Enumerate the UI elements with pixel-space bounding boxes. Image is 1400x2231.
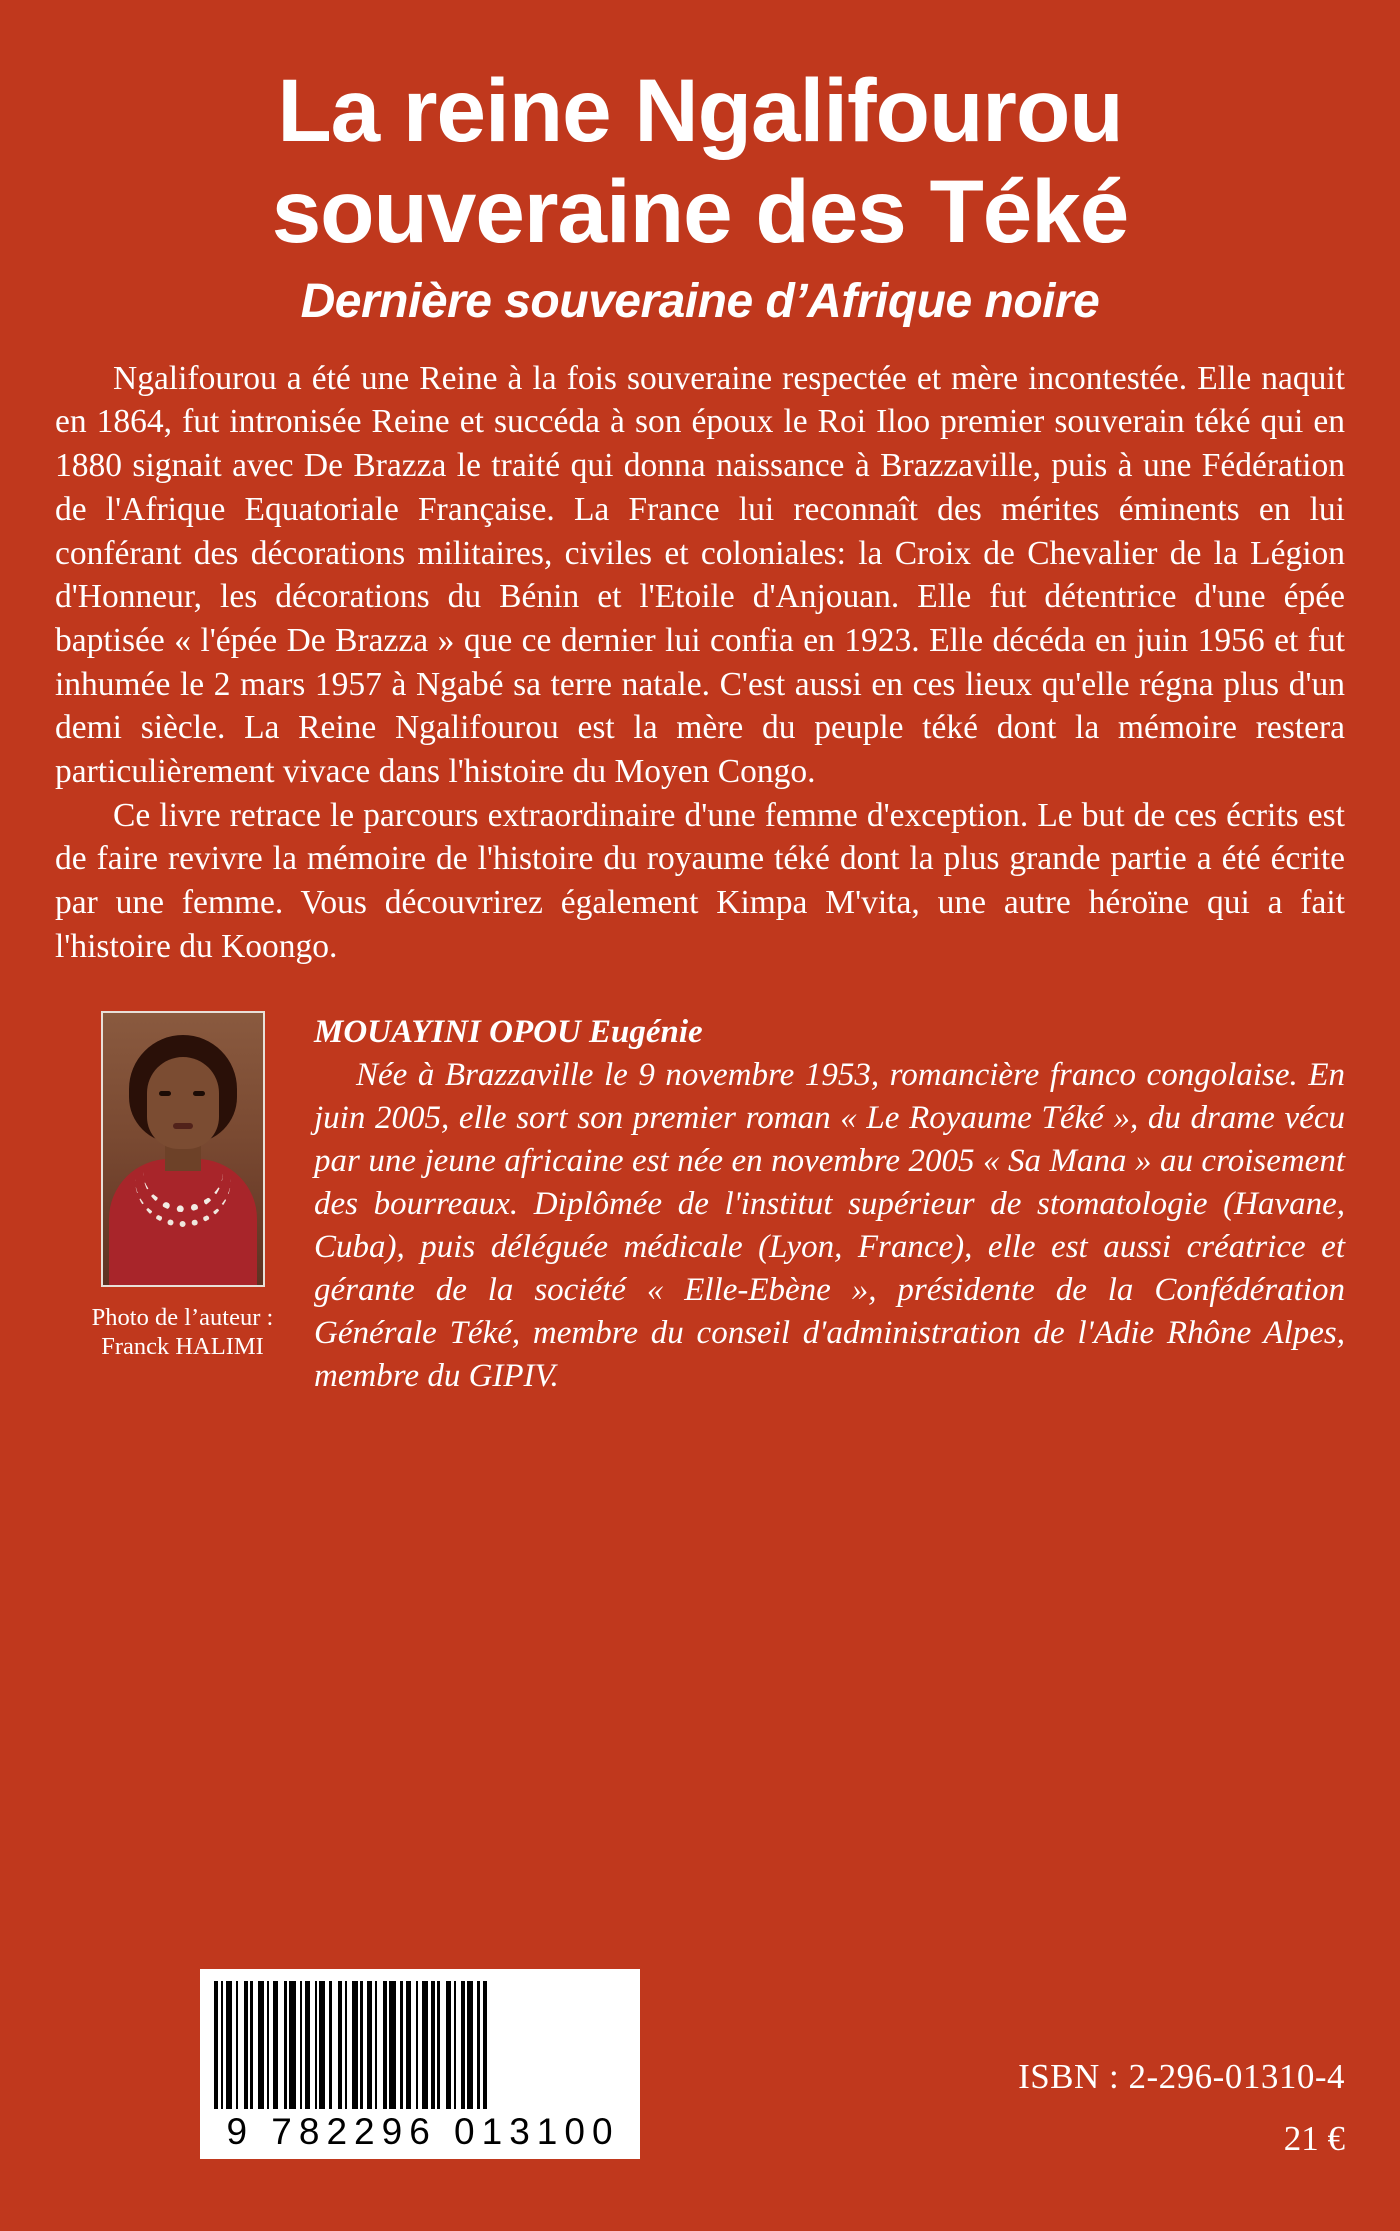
isbn-block <box>1018 2057 1345 2159</box>
barcode-digits: 9 782296 013100 <box>226 2111 620 2152</box>
price-value: 21 € <box>1283 2119 1345 2158</box>
photo-credit-line-1: Photo de l’auteur : <box>91 1303 274 1331</box>
barcode <box>200 1969 640 2159</box>
blurb <box>55 357 1345 969</box>
isbn-value: ISBN : 2-296-01310-4 <box>1018 2057 1345 2096</box>
portrait-eye-right <box>193 1091 205 1096</box>
portrait-face <box>147 1057 219 1149</box>
author-photo-column <box>55 1011 310 1363</box>
author-section <box>55 1011 1345 1398</box>
photo-credit-line-2: Franck HALIMI <box>101 1333 264 1361</box>
author-bio-text: Née à Brazzaville le 9 novembre 1953, romancière franco congolaise. En juin 2005, elle sort son premier roman « Le Royaume Téké », du drame vécu par une jeune africaine est née en novembre 2005 « Sa Mana » au croisement des bourreaux. Diplômée de l'institut supérieur de stomatologie (Havane, Cuba), puis déléguée médicale (Lyon, France), elle est aussi créatrice et gérante de la société « Elle-Ebène », présidente de la Confédération Générale Téké, membre du conseil d'administration de l'Adie Rhône Alpes, membre du GIPIV. <box>314 1057 1345 1394</box>
book-subtitle: Dernière souveraine d’Afrique noire <box>300 275 1100 329</box>
portrait-eye-left <box>159 1091 171 1096</box>
title-block <box>0 0 1400 331</box>
barcode-bars <box>214 1981 626 2109</box>
photo-credit <box>55 1303 310 1363</box>
blurb-paragraph-2: Ce livre retrace le parcours extraordinaire d'une femme d'exception. Le but de ces écrits est de faire revivre la mémoire de l'histoire du royaume téké dont la plus grande partie a été écrite par une femme. Vous découvrirez également Kimpa M'vita, une autre héroïne qui a fait l'histoire du Koongo. <box>55 796 1345 965</box>
book-title-line-2: souveraine des Téké <box>271 160 1129 261</box>
blurb-paragraph-1: Ngalifourou a été une Reine à la fois souveraine respectée et mère incontestée. Elle naquit en 1864, fut intronisée Reine et succéda à son époux le Roi Iloo premier souverain téké qui en 1880 signait avec De Brazza le traité qui donna naissance à Brazzaville, puis à une Fédération de l'Afrique Equatoriale Française. La France lui reconnaît des mérites éminents en lui conférant des décorations militaires, civiles et coloniales: la Croix de Chevalier de la Légion d'Honneur, les décorations du Bénin et l'Etoile d'Anjouan. Elle fut détentrice d'une épée baptisée « l'épée De Brazza » que ce dernier lui confia en 1923. Elle décéda en juin 1956 et fut inhumée le 2 mars 1957 à Ngabé sa terre natale. C'est aussi en ces lieux qu'elle régna plus d'un demi siècle. La Reine Ngalifourou est la mère du peuple téké dont la mémoire restera particulièrement vivace dans l'histoire du Moyen Congo. <box>55 359 1345 791</box>
book-title-line-1: La reine Ngalifourou <box>277 60 1123 160</box>
portrait-mouth <box>173 1123 193 1129</box>
footer <box>0 1969 1400 2159</box>
author-bio-column <box>310 1011 1345 1398</box>
author-name: MOUAYINI OPOU Eugénie <box>314 1013 703 1050</box>
author-portrait-photo <box>101 1011 265 1287</box>
